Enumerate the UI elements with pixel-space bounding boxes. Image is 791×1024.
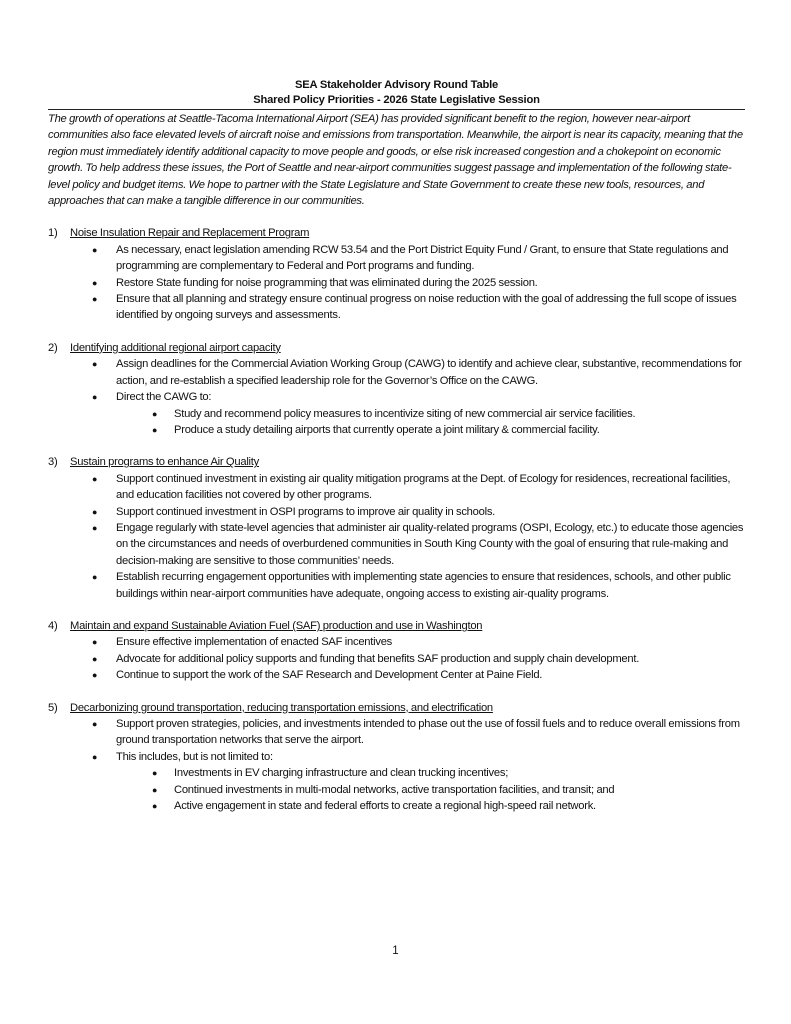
document-page [48,78,745,814]
policy-section [48,225,745,323]
sub-bullet-item [48,765,745,781]
bullet-text: As necessary, enact legislation amending RCW 53.54 and the Port District Equity Fund / Grant, to ensure that State regulations and programming are complementary to Federal and Port programs and funding. [116,243,729,273]
bullet-item [48,667,745,683]
bullet-icon: ● [92,392,98,403]
bullet-icon: ● [152,424,158,435]
title-line-2: Shared Policy Priorities - 2026 State Legislative Session [253,94,540,106]
policy-section [48,454,745,602]
bullet-icon: ● [92,670,98,681]
bullet-list [48,716,745,814]
bullet-text: Support proven strategies, policies, and investments intended to phase out the use of fossil fuels and to reduce overall emissions from ground transportation networks that serve the airport. [116,718,740,747]
sub-bullet-list [116,765,745,814]
section-title: Identifying additional regional airport capacity [70,341,281,354]
sub-bullet-item [48,782,745,798]
section-heading [48,700,745,716]
policy-section [48,340,745,438]
section-heading [48,454,745,470]
bullet-icon: ● [92,572,98,583]
bullet-list [48,242,745,324]
section-number: 5) [48,701,58,714]
sub-bullet-text: Study and recommend policy measures to incentivize siting of new commercial air service facilities. [174,407,636,420]
section-number: 1) [48,227,58,240]
bullet-icon: ● [92,522,98,533]
bullet-text: Direct the CAWG to: [116,391,212,404]
sub-bullet-text: Investments in EV charging infrastructure and clean trucking incentives; [174,767,509,780]
bullet-text: Advocate for additional policy supports and funding that benefits SAF production and supply chain development. [116,652,640,665]
bullet-icon: ● [152,801,158,812]
sub-bullet-item [48,406,745,422]
bullet-item [48,275,745,291]
bullet-icon: ● [152,784,158,795]
sub-bullet-list [116,406,745,439]
bullet-icon: ● [92,653,98,664]
bullet-item [48,356,745,389]
bullet-text: Restore State funding for noise programming that was eliminated during the 2025 session. [116,276,538,289]
bullet-icon: ● [152,768,158,779]
bullet-item [48,749,745,815]
bullet-icon: ● [92,277,98,288]
bullet-list [48,356,745,438]
sub-bullet-item [48,422,745,438]
bullet-icon: ● [92,294,98,305]
bullet-text: Establish recurring engagement opportunities with implementing state agencies to ensure that residences, schools, and other public buildings within near-airport communities have adequate, ongoing access to existing air-quality programs. [116,571,731,600]
bullet-icon: ● [152,408,158,419]
title-line-1: SEA Stakeholder Advisory Round Table [294,79,499,91]
bullet-text: Engage regularly with state-level agencies that administer air quality-related programs (OSPI, Ecology, etc.) to educate those agencies on the circumstances and needs of overburdened communities in South King County with the goal of ensuring that rule-making and decision-making are sensitive to those communities’ needs. [116,521,744,567]
bullet-item [48,504,745,520]
bullet-item [48,634,745,650]
bullet-text: Support continued investment in OSPI programs to improve air quality in schools. [116,505,496,518]
policy-section [48,700,745,815]
policy-section [48,618,745,684]
section-title: Sustain programs to enhance Air Quality [70,456,259,469]
sub-bullet-item [48,798,745,814]
document-title [48,78,745,108]
section-number: 3) [48,456,58,469]
bullet-text: Ensure effective implementation of enacted SAF incentives [116,636,393,649]
bullet-list [48,634,745,683]
section-title: Noise Insulation Repair and Replacement Program [70,227,310,240]
bullet-icon: ● [92,637,98,648]
bullet-item [48,569,745,602]
bullet-item [48,242,745,275]
section-heading [48,340,745,356]
sub-bullet-text: Produce a study detailing airports that currently operate a joint military & commercial facility. [174,423,600,436]
bullet-text: Assign deadlines for the Commercial Aviation Working Group (CAWG) to identify and achieve clear, substantive, recommendations for action, and re-establish a specified leadership role for the Governor’s Office on the CAWG. [116,358,742,387]
bullet-text: This includes, but is not limited to: [116,750,273,763]
sub-bullet-text: Active engagement in state and federal efforts to create a regional high-speed rail network. [174,800,596,813]
section-heading [48,618,745,634]
bullet-icon: ● [92,473,98,484]
bullet-item [48,716,745,749]
section-title: Decarbonizing ground transportation, reducing transportation emissions, and electrification [70,701,493,714]
bullet-text: Ensure that all planning and strategy ensure continual progress on noise reduction with the goal of addressing the full scope of issues identified by ongoing surveys and assessments. [116,293,737,322]
title-divider [48,109,745,110]
bullet-item [48,520,745,569]
section-title: Maintain and expand Sustainable Aviation Fuel (SAF) production and use in Washington [70,619,483,632]
bullet-text: Continue to support the work of the SAF Research and Development Center at Paine Field. [116,669,543,682]
bullet-item [48,471,745,504]
bullet-item [48,291,745,324]
bullet-icon: ● [92,751,98,762]
bullet-list [48,471,745,602]
bullet-item [48,651,745,667]
bullet-item [48,389,745,438]
bullet-text: Support continued investment in existing air quality mitigation programs at the Dept. of Ecology for residences, recreational facilities, and education facilities not covered by other programs. [116,472,731,502]
page-number: 1 [392,945,399,957]
section-heading [48,225,745,241]
sub-bullet-text: Continued investments in multi-modal networks, active transportation facilities, and transit; and [174,783,615,796]
bullet-icon: ● [92,719,98,729]
bullet-icon: ● [92,506,98,517]
section-number: 4) [48,619,58,632]
bullet-icon: ● [92,359,98,370]
intro-paragraph: The growth of operations at Seattle-Tacoma International Airport (SEA) has provided significant benefit to the region, however near-airport communities also face elevated levels of aircraft noise and emissions from transportation. Meanwhile, the airport is near its capacity, meaning that the region must immediately identify additional capacity to move people and goods, or else risk increased congestion and a chokepoint on economic growth. To help address these issues, the Port of Seattle and near-airport communities suggest passage and implementation of the following state-level policy and budget items. We hope to partner with the State Legislature and State Government to create these new tools, resources, and approaches that can make a tangible difference in our communities. [48,113,743,208]
bullet-icon: ● [92,244,98,255]
section-number: 2) [48,341,58,354]
policy-sections [48,225,745,814]
